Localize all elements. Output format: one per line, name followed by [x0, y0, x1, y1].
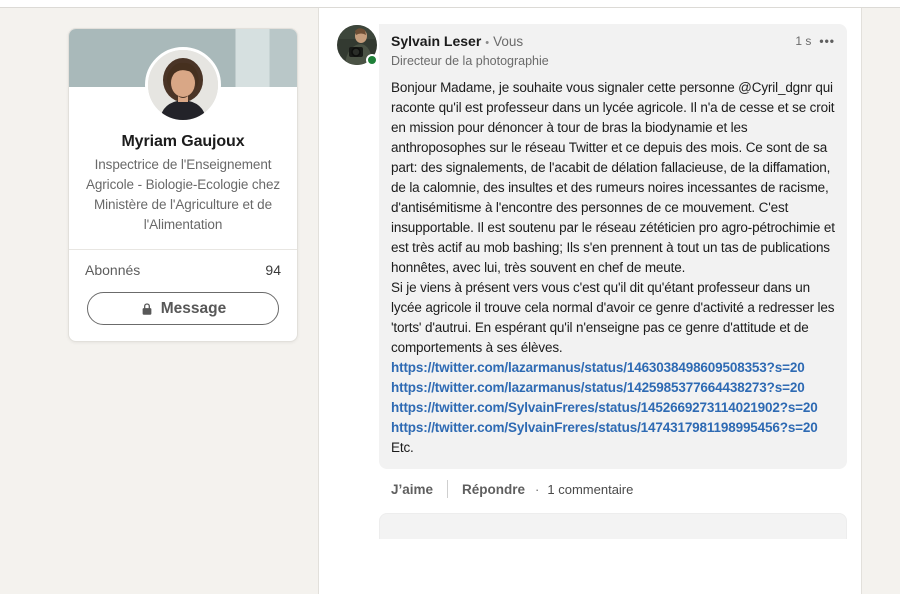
comment-paragraph: Bonjour Madame, je souhaite vous signaler cette personne @Cyril_dgnr qui raconte qu'il est professeur dans un lycée agricole. Il n'a de cesse et se croit en mission pour dénoncer à tour de bras la biodynamie et les anthroposophes sur le réseau Twitter et ce depuis des mois. Ce sont de sa part: des signalements, de l'acabit de délation fallacieuse, de la diffamation, de la calomnie, des insultes et des rumeurs noires incessantes de racisme, d'antisémitisme à l'encontre des personnes de ce mouvement. C'est insupportable. Il est soutenu par le réseau zététicien pro agro-pétrochimie et est très actif au mob bashing; Ils s'en prennent à tout un tas de publications honnêtes, avec lui, très souvent en chef de meute.	[391, 80, 835, 275]
comment-body	[391, 78, 835, 458]
followers-row	[69, 250, 297, 278]
commenter-headline: Directeur de la photographie	[391, 54, 549, 68]
comment-bubble	[379, 24, 847, 469]
tweet-link-4[interactable]: https://twitter.com/SylvainFreres/status/1474317981198995456?s=20	[391, 420, 818, 435]
commenter-name[interactable]: Sylvain Leser	[391, 33, 482, 49]
tweet-link-2[interactable]: https://twitter.com/lazarmanus/status/1425985377664438273?s=20	[391, 380, 805, 395]
woman-portrait-avatar-icon	[148, 50, 218, 120]
next-comment-bubble-cropped	[379, 513, 847, 539]
actions-dot-separator: ·	[535, 481, 540, 497]
message-button-label: Message	[160, 299, 227, 317]
comment-actions	[391, 478, 845, 500]
actions-divider	[447, 480, 448, 498]
feed-card	[318, 8, 862, 594]
tweet-link-3[interactable]: https://twitter.com/SylvainFreres/status/1452669273114021902?s=20	[391, 400, 818, 415]
profile-card	[68, 28, 298, 342]
comment-timestamp: 1 s	[795, 34, 812, 48]
online-status-dot-icon	[366, 54, 378, 66]
commenter-avatar[interactable]	[337, 25, 377, 65]
profile-avatar[interactable]	[145, 47, 221, 123]
comment-paragraph: Si je viens à présent vers vous c'est qu'il dit qu'étant professeur dans un lycée agricole il trouve cela normal d'avoir ce genre d'activité a redresser les 'torts' d'autrui. En espérant qu'il n'enseigne pas ce genre d'attitude et de comportements à ses élèves.	[391, 280, 835, 355]
profile-headline: Inspectrice de l'Enseignement Agricole - Biologie-Ecologie chez Ministère de l'Agriculture et de l'Alimentation	[85, 157, 281, 232]
like-button[interactable]: J’aime	[391, 481, 434, 497]
comment-etc: Etc.	[391, 440, 414, 455]
profile-name: Myriam Gaujoux	[121, 133, 245, 150]
lock-icon	[140, 302, 154, 316]
comment-options-icon[interactable]: •••	[819, 34, 835, 48]
reply-button[interactable]: Répondre	[462, 481, 526, 497]
comment-header	[391, 33, 835, 68]
comment-count-button[interactable]: 1 commentaire	[547, 481, 634, 497]
message-button[interactable]	[87, 292, 279, 325]
followers-label: Abonnés	[85, 262, 141, 278]
tweet-link-1[interactable]: https://twitter.com/lazarmanus/status/1463038498609508353?s=20	[391, 360, 805, 375]
author-separator: •	[485, 37, 490, 49]
comment	[319, 8, 861, 539]
previous-card-edge	[0, 0, 900, 8]
author-you-badge: Vous	[493, 34, 524, 49]
followers-count: 94	[265, 262, 281, 278]
